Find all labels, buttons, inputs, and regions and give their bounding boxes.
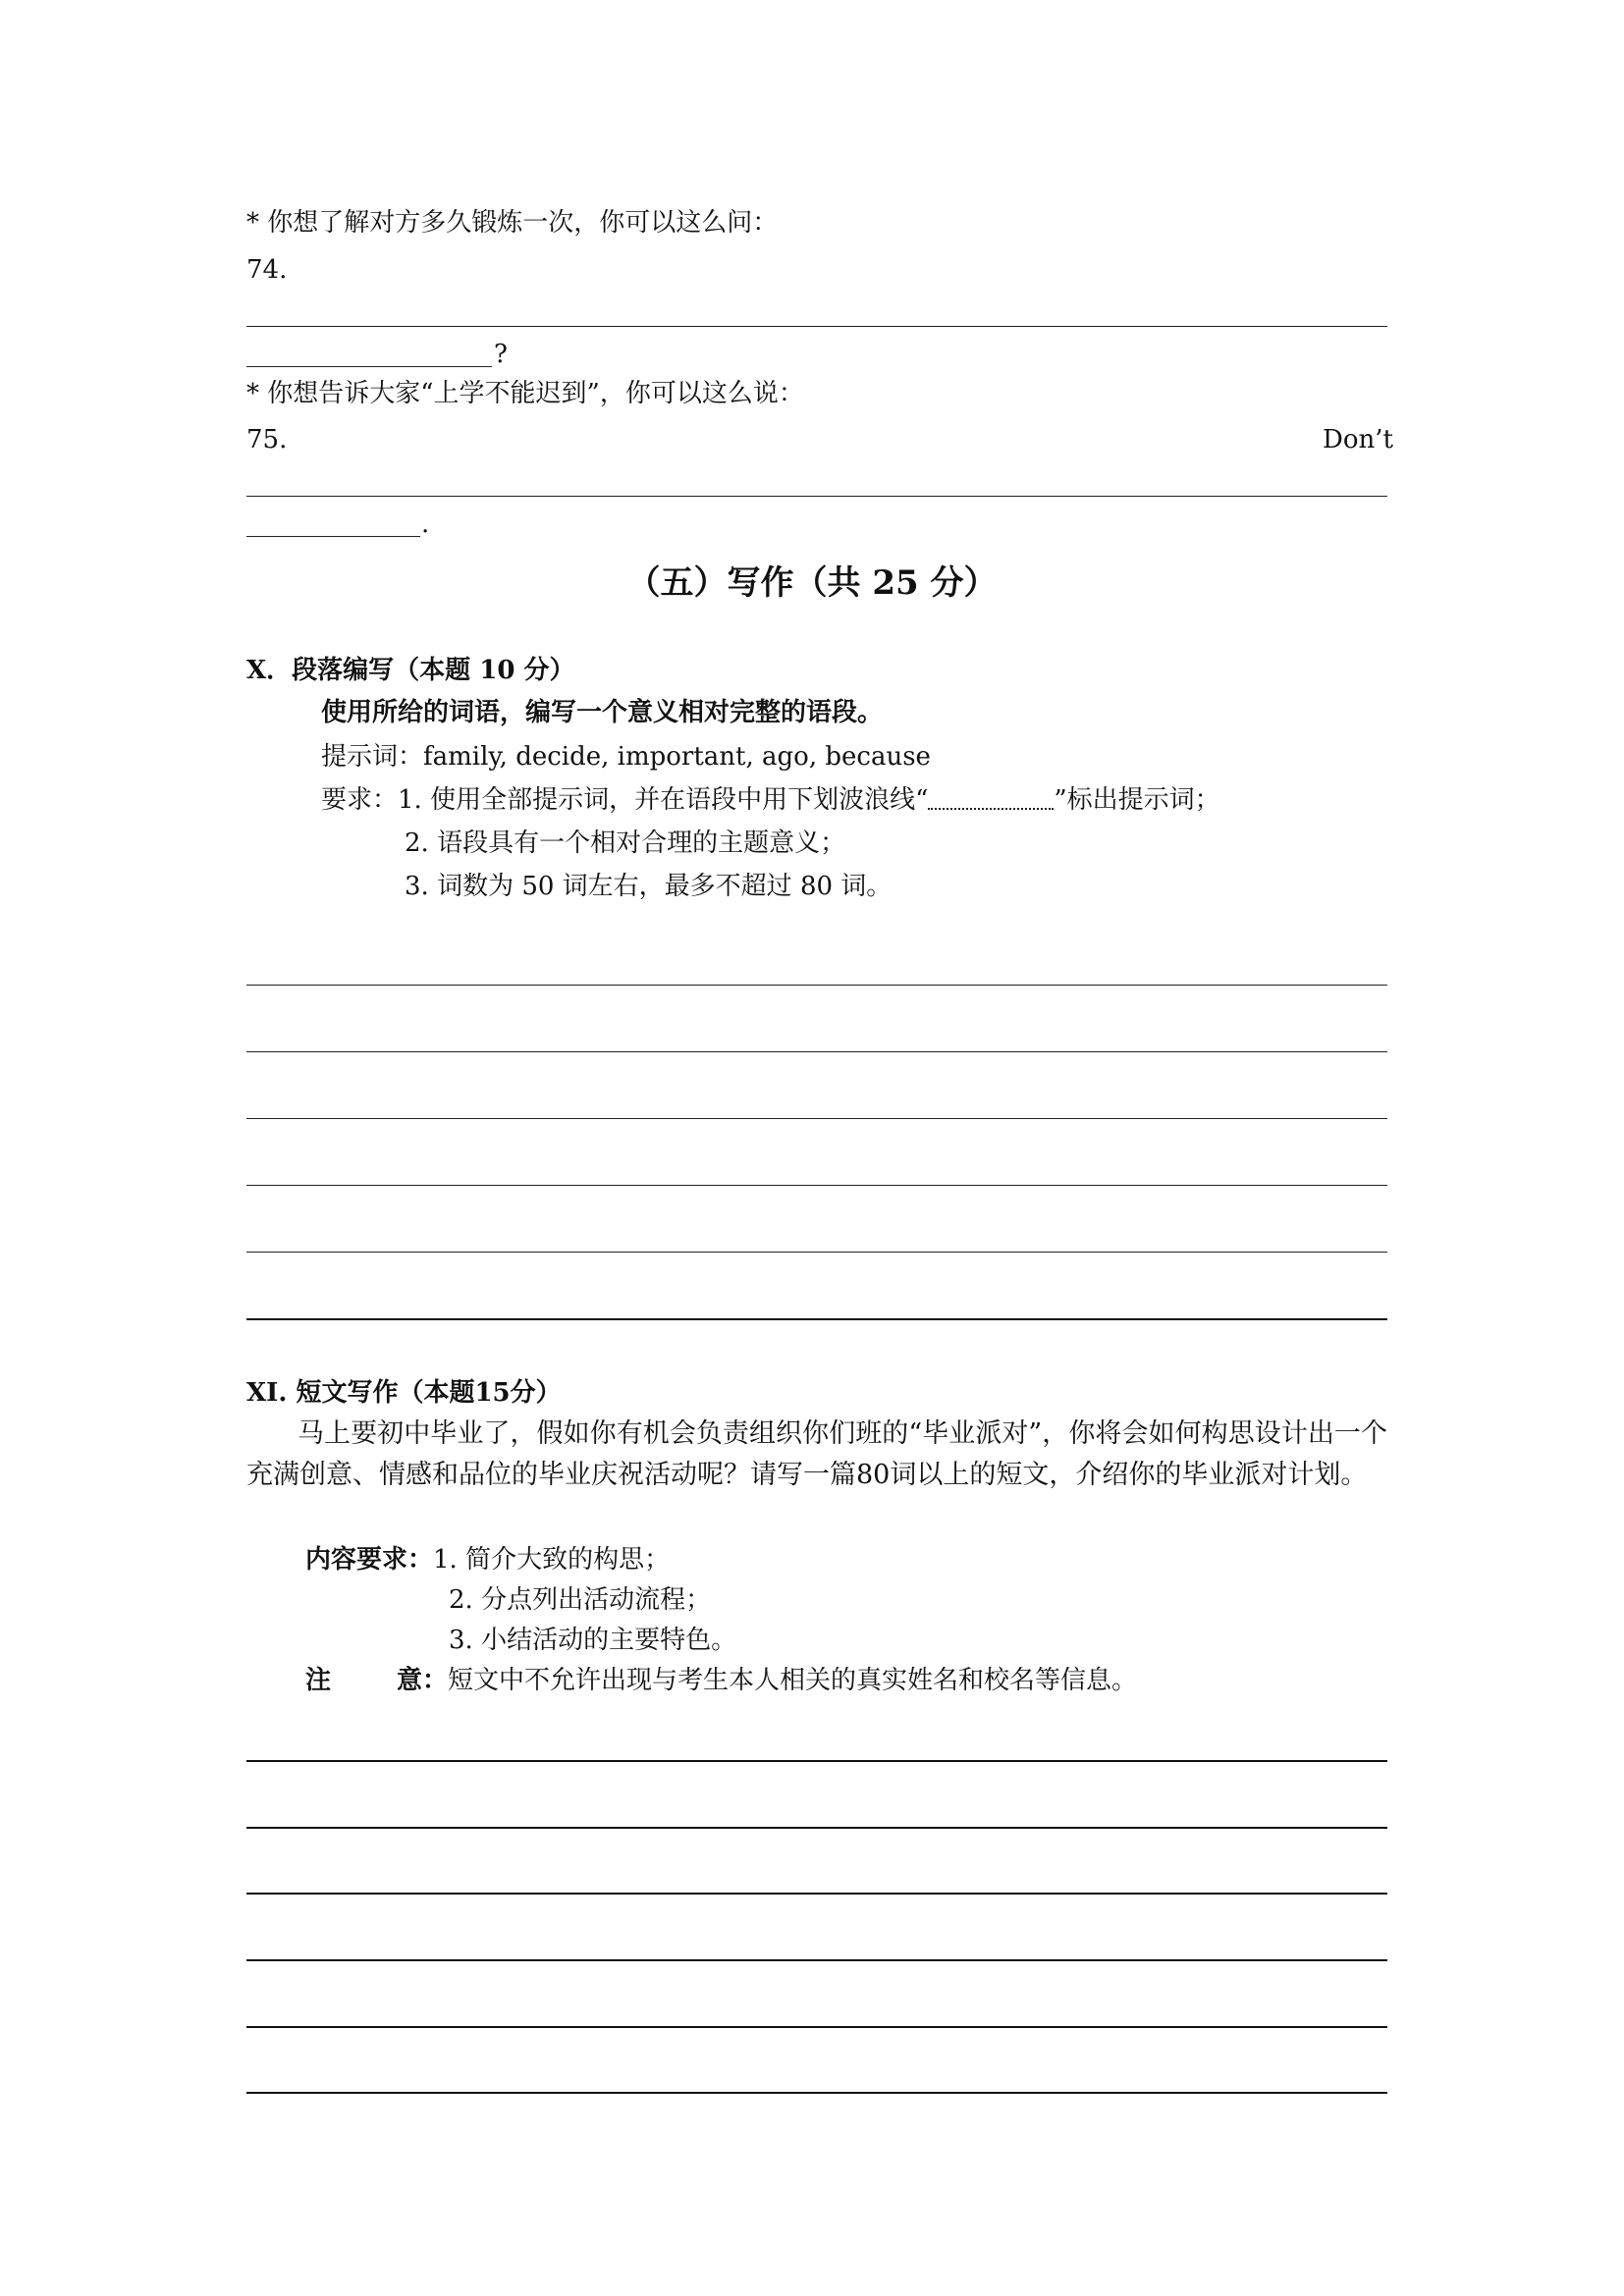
part-x-requirement-1 — [321, 783, 1220, 817]
q75-number: 75. — [246, 425, 288, 454]
part-x-heading: X．段落编写（本题 10 分） — [246, 656, 575, 685]
part-x-writing-line[interactable] — [246, 1318, 1387, 1320]
part-x-writing-line[interactable] — [246, 1051, 1387, 1052]
part-xi-content-3: 3. 小结活动的主要特色。 — [449, 1626, 737, 1655]
part-xi-content-1 — [305, 1543, 670, 1576]
content-item-1: 1. 简介大致的构思； — [433, 1545, 671, 1575]
part-xi-paragraph: 马上要初中毕业了，假如你有机会负责组织你们班的“毕业派对”，你将会如何构思设计出一个充满创意、情感和品位的毕业庆祝活动呢？请写一篇80词以上的短文，介绍你的毕业派对计划。 — [246, 1418, 1387, 1490]
hint-words: family, decide, important, ago, because — [423, 742, 931, 772]
q75-prompt: * 你想告诉大家“上学不能迟到”，你可以这么说： — [246, 379, 804, 408]
wavy-underline-sample — [928, 794, 1054, 810]
part-xi-writing-line[interactable] — [246, 2092, 1387, 2094]
part-xi-writing-line[interactable] — [246, 1760, 1387, 1762]
q74-answer-line[interactable] — [246, 326, 1387, 327]
q75-answer-line-short[interactable] — [246, 536, 420, 537]
q75-answer-line[interactable] — [246, 496, 1387, 497]
part-xi-note — [305, 1664, 1137, 1697]
part-x-hint — [321, 740, 931, 774]
part-x-requirement-2: 2. 语段具有一个相对合理的主题意义； — [405, 828, 846, 858]
note-label-a: 注 — [305, 1666, 332, 1695]
q74-prompt: * 你想了解对方多久锻炼一次，你可以这么问： — [246, 208, 779, 238]
requirement-1-a: 1. 使用全部提示词，并在语段中用下划波浪线“ — [398, 785, 929, 815]
q74-number: 74. — [246, 255, 288, 285]
content-label: 内容要求： — [305, 1545, 434, 1575]
part-xi-writing-line[interactable] — [246, 1827, 1387, 1829]
part-xi-writing-line[interactable] — [246, 1893, 1387, 1895]
q75-period: . — [421, 509, 430, 539]
note-text: 短文中不允许出现与考生本人相关的真实姓名和校名等信息。 — [448, 1666, 1138, 1695]
part-x-instruction: 使用所给的词语，编写一个意义相对完整的语段。 — [321, 698, 884, 727]
q75-dont: Don’t — [1323, 425, 1393, 454]
hint-label: 提示词： — [321, 742, 424, 772]
q74-question-mark: ? — [494, 340, 508, 369]
part-xi-writing-line[interactable] — [246, 2026, 1387, 2028]
part-xi-heading: XI. 短文写作（本题15分） — [246, 1378, 562, 1408]
note-label-b: 意： — [397, 1666, 449, 1695]
part-x-writing-line[interactable] — [246, 1118, 1387, 1119]
part-xi-writing-line[interactable] — [246, 1959, 1387, 1961]
q74-answer-line-short[interactable] — [246, 366, 492, 367]
requirement-label: 要求： — [321, 785, 399, 815]
part-xi-content-2: 2. 分点列出活动流程； — [449, 1585, 712, 1615]
part-x-writing-line[interactable] — [246, 985, 1387, 986]
part-x-requirement-3: 3. 词数为 50 词左右，最多不超过 80 词。 — [405, 872, 893, 901]
section-title: （五）写作（共 25 分） — [626, 563, 998, 603]
part-x-writing-line[interactable] — [246, 1185, 1387, 1186]
requirement-1-b: ”标出提示词； — [1054, 785, 1220, 815]
part-x-writing-line[interactable] — [246, 1252, 1387, 1253]
